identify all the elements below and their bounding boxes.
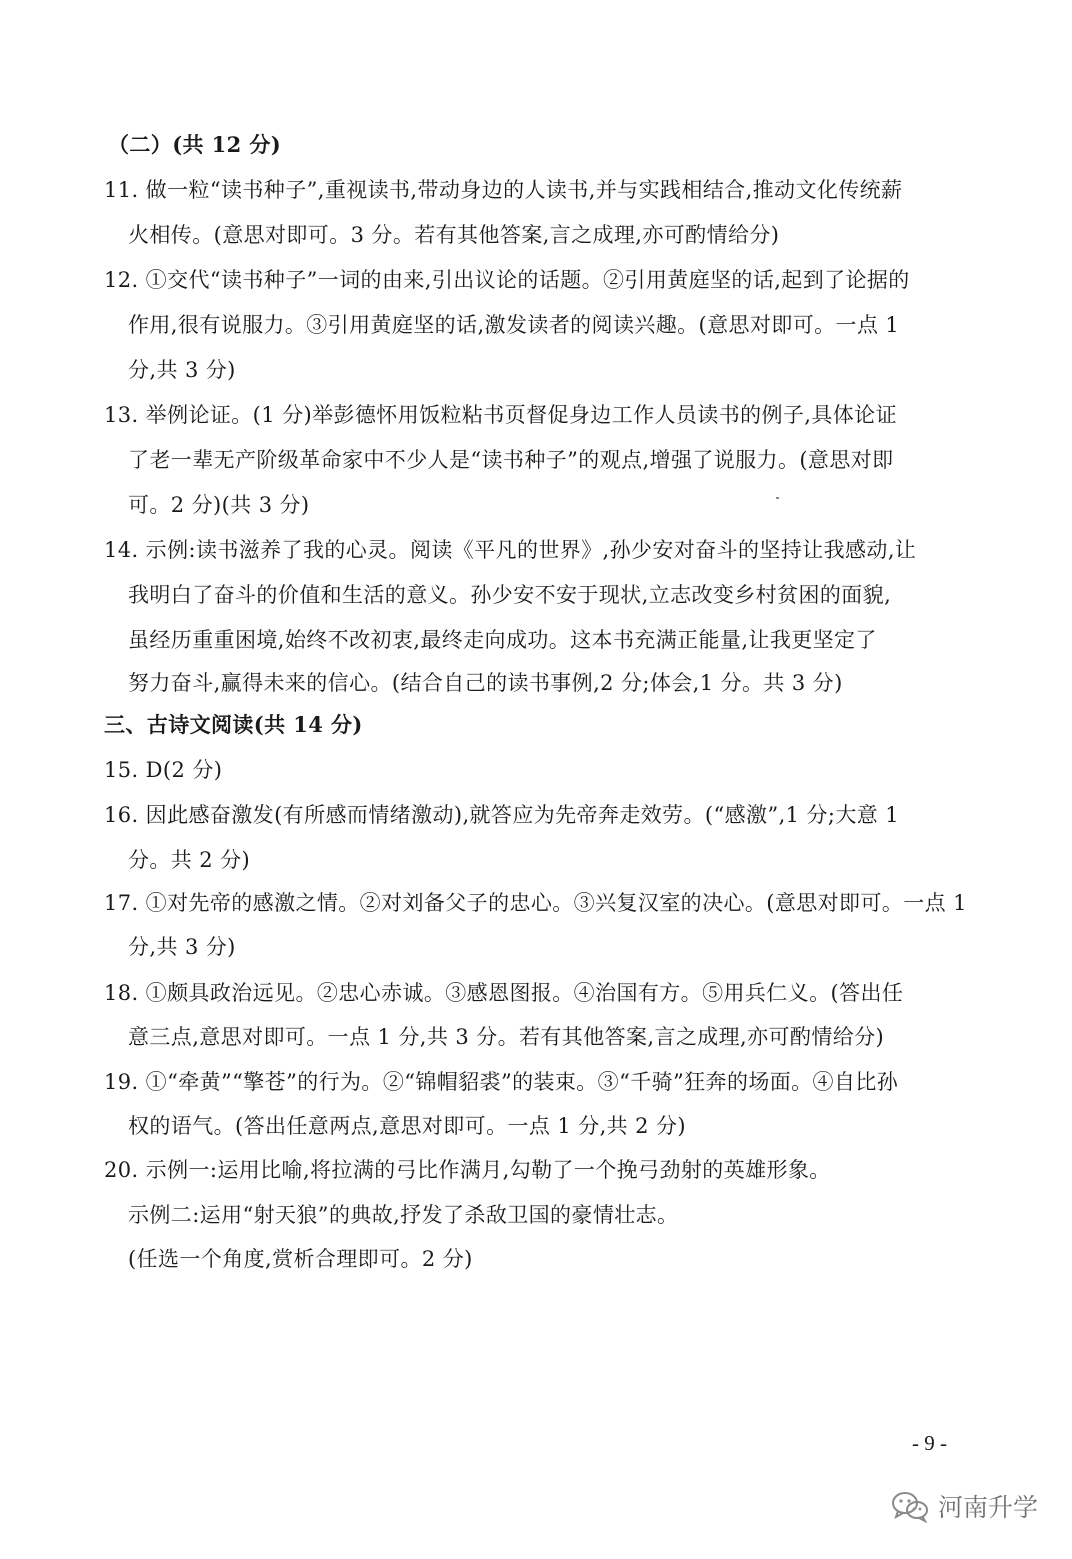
watermark-text: 河南升学 <box>938 1493 1039 1522</box>
answer-17-line-1: 17. ①对先帝的感激之情。②对刘备父子的忠心。③兴复汉室的决心。(意思对即可。一点 1 <box>104 891 967 915</box>
answer-20-line-3: (任选一个角度,赏析合理即可。2 分) <box>128 1247 473 1271</box>
answer-16-line-2: 分。共 2 分) <box>128 848 251 872</box>
answer-20-line-1: 20. 示例一:运用比喻,将拉满的弓比作满月,勾勒了一个挽弓劲射的英雄形象。 <box>104 1158 831 1182</box>
answer-17-line-2: 分,共 3 分) <box>128 935 236 959</box>
answer-13-line-2: 了老一辈无产阶级革命家中不少人是“读书种子”的观点,增强了说服力。(意思对即 <box>128 448 894 472</box>
answer-15-line-1: 15. D(2 分) <box>104 758 223 782</box>
answer-14-line-4: 努力奋斗,赢得未来的信心。(结合自己的读书事例,2 分;体会,1 分。共 3 分) <box>128 671 843 695</box>
answer-14-line-2: 我明白了奋斗的价值和生活的意义。孙少安不安于现状,立志改变乡村贫困的面貌, <box>128 583 892 607</box>
answer-18-line-2: 意三点,意思对即可。一点 1 分,共 3 分。若有其他答案,言之成理,亦可酌情给分) <box>128 1025 885 1049</box>
answer-12-line-3: 分,共 3 分) <box>128 358 236 382</box>
wechat-icon <box>890 1489 930 1523</box>
answer-13-line-1: 13. 举例论证。(1 分)举彭德怀用饭粒粘书页督促身边工作人员读书的例子,具体论证 <box>104 403 897 427</box>
answer-14-line-1: 14. 示例:读书滋养了我的心灵。阅读《平凡的世界》,孙少安对奋斗的坚持让我感动,让 <box>104 538 917 562</box>
answer-14-line-3: 虽经历重重困境,始终不改初衷,最终走向成功。这本书充满正能量,让我更坚定了 <box>128 628 877 652</box>
watermark <box>890 1488 1038 1524</box>
scan-speck <box>776 497 779 499</box>
answer-13-line-3: 可。2 分)(共 3 分) <box>128 493 310 517</box>
answer-11-line-2: 火相传。(意思对即可。3 分。若有其他答案,言之成理,亦可酌情给分) <box>128 223 780 247</box>
answer-19-line-2: 权的语气。(答出任意两点,意思对即可。一点 1 分,共 2 分) <box>128 1114 686 1138</box>
answer-12-line-2: 作用,很有说服力。③引用黄庭坚的话,激发读者的阅读兴趣。(意思对即可。一点 1 <box>128 313 900 337</box>
answer-19-line-1: 19. ①“牵黄”“擎苍”的行为。②“锦帽貂裘”的装束。③“千骑”狂奔的场面。④自比孙 <box>104 1070 899 1094</box>
section-header: 三、古诗文阅读(共 14 分) <box>104 712 363 737</box>
answer-12-line-1: 12. ①交代“读书种子”一词的由来,引出议论的话题。②引用黄庭坚的话,起到了论据的 <box>104 268 910 292</box>
answer-11-line-1: 11. 做一粒“读书种子”,重视读书,带动身边的人读书,并与实践相结合,推动文化传统薪 <box>104 178 903 202</box>
answer-18-line-1: 18. ①颇具政治远见。②忠心赤诚。③感恩图报。④治国有方。⑤用兵仁义。(答出任 <box>104 981 904 1005</box>
answer-16-line-1: 16. 因此感奋激发(有所感而情绪激动),就答应为先帝奔走效劳。(“感激”,1 分;大意 1 <box>104 803 900 827</box>
page-number: - 9 - <box>912 1431 947 1455</box>
answer-20-line-2: 示例二:运用“射天狼”的典故,抒发了杀敌卫国的豪情壮志。 <box>128 1203 679 1227</box>
section-header: （二）(共 12 分) <box>108 132 282 157</box>
